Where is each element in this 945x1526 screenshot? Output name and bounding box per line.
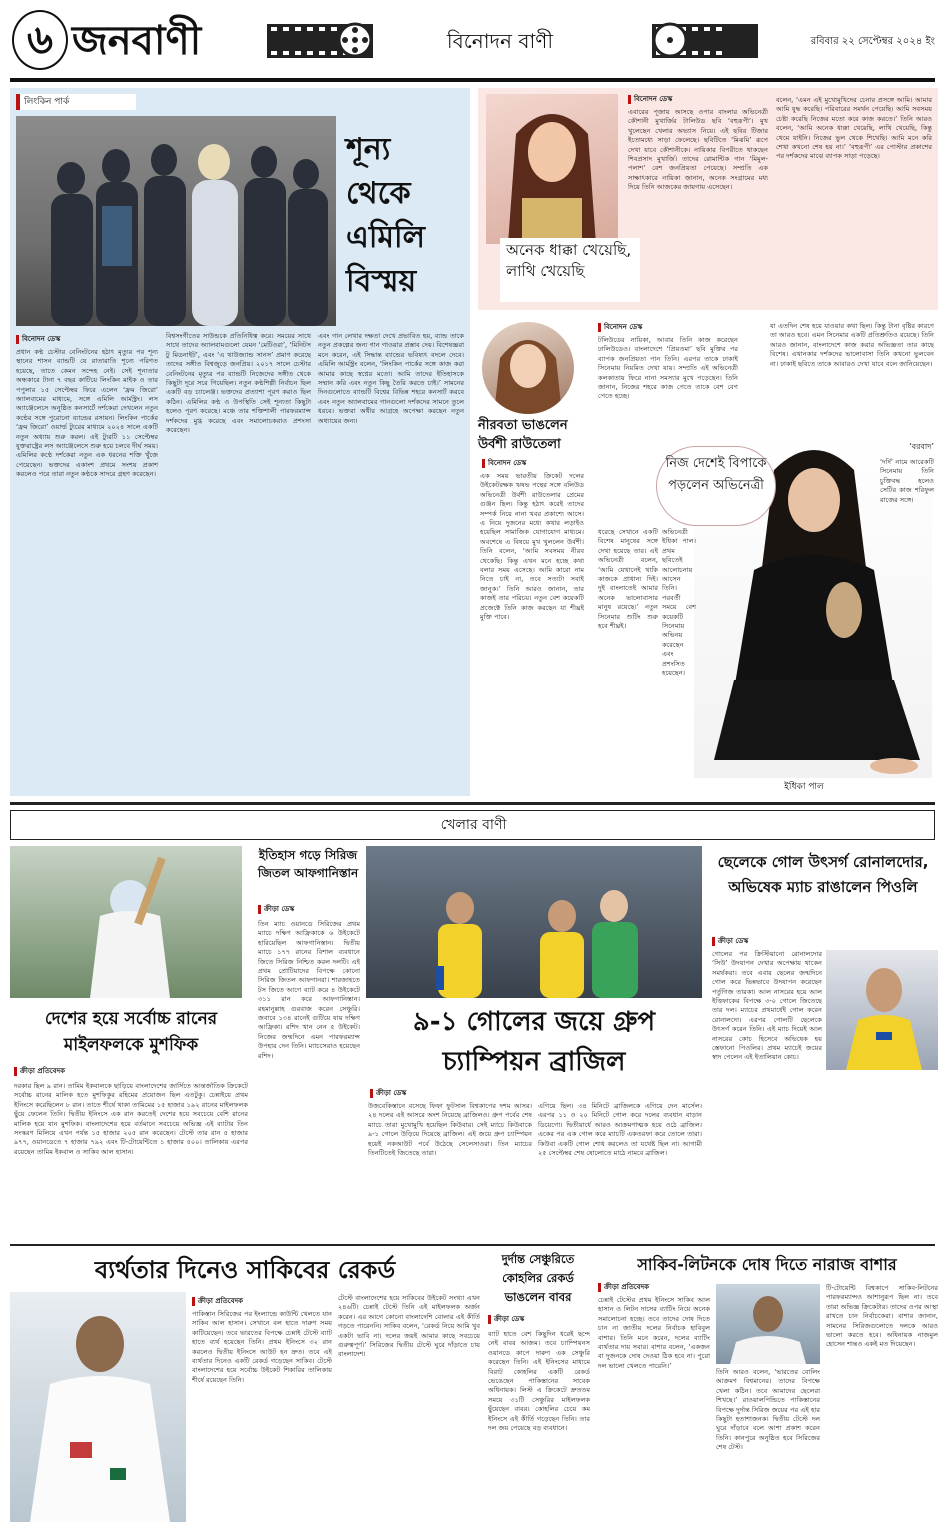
ronaldo-headline: ছেলেকে গোল উৎসর্গ রোনালদোর, অভিষেক ম্যাচ রাঙালেন পিওলি [717,853,929,896]
afghanistan-byline: ক্রীড়া ডেস্ক [258,904,358,916]
babar-body: ব্যাট হাতে বেশ কিছুদিন ধরেই ছন্দে নেই বাবর আজম। তবে চ্যাম্পিয়নস ওয়ানডে কাপে দারুণ এক সেঞ্চুরি করেছেন তিনি। এই ইনিংসের মাধ্যমে বিরাট কোহলির একটি রেকর্ড ভেঙেছেন পাকিস্তানের সাবেক অধিনায়ক। লিস্ট এ ক্রিকেটে দ্রুততম সময়ে ৩১টি সেঞ্চুরির মাইলফলক ছুঁয়েছেন বাবর। কোহলির চেয়ে কম ইনিংসে এই কীর্তি গড়েছেন তিনি। তার দল জয় পেয়েছে বড় ব্যবধানে। [488,1330,590,1433]
ishika-byline: বিনোদন ডেস্ক [598,322,728,334]
kicker-text: লিংকিন পার্ক [24,97,70,107]
film-reel-icon-right [650,14,760,74]
bashar-headline: সাকিব-লিটনকে দোষ দিতে নারাজ বাশার [637,1255,897,1274]
band-photo [16,116,336,326]
koushani-article [478,88,938,310]
ishika-article [594,318,938,796]
shakib-byline: ক্রীড়া প্রতিবেদক [192,1296,322,1308]
koushani-photo [486,94,618,244]
headline-line-1: শূন্য [346,132,391,167]
ronaldo-photo [826,950,938,1070]
ishika-photo-caption: ইধিকা পাল [784,782,824,792]
ronaldo-byline: ক্রীড়া ডেস্ক [712,936,852,948]
bashar-article [596,1248,938,1524]
afghanistan-article [256,846,360,1240]
ishika-headline: নিজ দেশেই বিপাকে পড়লেন অভিনেত্রী [656,446,776,526]
headline-line-2: থেকে [346,176,411,211]
film-reel-icon [265,14,375,74]
headline-line-4: বিস্ময় [346,264,417,299]
afghanistan-body: তিন ম্যাচ ওয়ানডে সিরিজের প্রথম ম্যাচে দক্ষিণ আফ্রিকাকে ৬ উইকেটে হারিয়েছিল আফগানিস্তান। দ্বিতীয় ম্যাচে ১৭৭ রানের বিশাল ব্যবধানে জিতে সিরিজ নিশ্চিত করল দলটি। এই প্রথম প্রোটিয়াদের বিপক্ষে কোনো সিরিজ জিতল আফগানরা। শারজাহতে টস জিতে আগে ব্যাট করে ৪ উইকেটে ৩১১ রান করে আফগানিস্তান। রহমানুল্লাহ গুরবাজ করেন সেঞ্চুরি। জবাবে ১৩৪ রানেই গুটিয়ে যায় দক্ষিণ আফ্রিকা। রশিদ খান নেন ৫ উইকেট। নিজের জন্মদিনে এমন পারফরম্যান্স উপহার দেন তিনি। ম্যাচসেরাও হয়েছেন রশিদ। [258,920,360,1060]
shakib-column-1: পাকিস্তান সিরিজের পর ইংল্যান্ডে কাউন্টি খেলতে যান সাকিব আল হাসান। সেখানে বল হাতে দারুণ সময় কাটিয়েছেন। তবে ভারতের বিপক্ষে চেন্নাই টেস্টে ব্যাট হাতে ব্যর্থ হয়েছেন তিনি। প্রথম ইনিংসে ৩২ রান করলেও দ্বিতীয় ইনিংসে আউট হন দ্রুত। তবে এই ব্যর্থতার দিনেও একটি রেকর্ড গড়েছেন সাকিব। টেস্টে বাংলাদেশের হয়ে সর্বোচ্চ উইকেট শিকারির তালিকায় শীর্ষে রয়েছেন তিনি। [192,1310,332,1384]
ishika-film-tag: ‘বরবাদ’ [909,442,934,451]
masthead-rule [10,78,935,82]
masthead [0,0,945,84]
ishika-column-1: টলিউডের নায়িকা, আবার তিনি কাজ করেছেন ঢালিউডেও। বাংলাদেশে ‘প্রিয়তমা’ ছবি মুক্তির পর ব্যাপক জনপ্রিয়তা পান তিনি। এরপর তাকে ঢাকাই সিনেমায় নিয়মিত দেখা যায়। সম্প্রতি এই অভিনেত্রী কলকাতায় ফিরে নানা সমস্যার মুখে পড়েছেন। তিনি জানান, নিজের শহরে কাজ পেতে তাকে বেশ বেগ পেতে হচ্ছে। [598,336,738,401]
bashar-byline: ক্রীড়া প্রতিবেদক [598,1282,728,1294]
shakib-column-2: টেস্টে বাংলাদেশের হয়ে সাকিবের উইকেট সংখ্যা এখন ২৪৬টি। চেন্নাই টেস্টে তিনি এই মাইলফলক অর্জন করেন। এর আগে কোনো বাংলাদেশি বোলার এই কীর্তি গড়তে পারেননি। সাকিব বলেন, ‘রেকর্ড নিয়ে আমি খুব একটা ভাবি না। দলের জয়ই আমার কাছে সবচেয়ে গুরুত্বপূর্ণ।’ সিরিজের দ্বিতীয় টেস্টে ঘুরে দাঁড়াতে চায় বাংলাদেশ। [338,1294,480,1359]
babar-headline: দুর্দান্ত সেঞ্চুরিতে কোহলির রেকর্ড ভাঙলেন বাবর [501,1252,575,1304]
babar-article [486,1248,590,1524]
publication-date: রবিবার ২২ সেপ্টেম্বর ২০২৪ ইং [810,36,935,47]
page-number: ৬ [26,17,53,63]
bashar-column-2: তিনি আরও বলেন, ‘ভারতের বোলিং আক্রমণ বিশ্বমানের। তাদের বিপক্ষে খেলা কঠিন। তবে আমাদের ছেলেরা শিখছে।’ রাওয়ালপিন্ডিতে পাকিস্তানের বিপক্ষে দুর্দান্ত সিরিজ জয়ের পর এই হার কিছুটা হতাশাজনক। দ্বিতীয় টেস্টে দল ঘুরে দাঁড়াবে বলে আশা প্রকাশ করেন তিনি। কানপুরে অনুষ্ঠিত হবে সিরিজের শেষ টেস্ট। [716,1368,820,1452]
article-headline [346,128,464,328]
bashar-column-3: টি-টোয়েন্টি বিশ্বকাপে সাকিব-লিটনের পারফরম্যান্সও আশানুরূপ ছিল না। তবে তারা অভিজ্ঞ ক্রিকেটার। তাদের ওপর আস্থা রাখতে চান নির্বাচকেরা। বাশার জানান, সামনের সিরিজগুলোতে দলকে আরও ভালো করতে হবে। অধিনায়ক নাজমুল হোসেন শান্তও একই মত দিয়েছেন। [826,1284,938,1349]
ishika-column-4: অভিনেত্রী ইধিকা পাল। প্রথম ছবিতেই আলোচনায় আসেন তিনি। পরবর্তী সময়ে বেশ কয়েকটি সিনেমায় অভিনয় করেছেন এবং প্রশংসিত হয়েছেন। [662,528,696,678]
headline-line-3: এমিলি [346,220,425,255]
urvashi-body: এক সময় ভারতীয় ক্রিকেট দলের উইকেটরক্ষক ঋষভ পন্থের সঙ্গে বলিউড অভিনেত্রী উর্বশী রাউতেলার প্রেমের গুঞ্জন ছিল। কিন্তু হঠাৎ করেই তাদের সম্পর্ক নিয়ে নানা খবর প্রকাশ্যে আসে। এ নিয়ে দুজনের মধ্যে কথার লড়াইও হয়েছিল সামাজিক যোগাযোগ মাধ্যমে। অবশেষে এ বিষয়ে মুখ খুললেন উর্বশী। তিনি বলেন, ‘আমি সবসময় নীরব থেকেছি। কিন্তু এখন মনে হচ্ছে কথা বলার সময় এসেছে। আমি কারো নাম নিতে চাই না, তবে সত্যটা সবাই জানুক।’ তিনি আরও জানান, তার কাজই তার পরিচয়। নতুন বেশ কয়েকটি প্রজেক্টে তিনি কাজ করছেন যা শীঘ্রই মুক্তি পাবে। [480,472,584,622]
brazil-byline: ক্রীড়া ডেস্ক [370,1088,510,1100]
urvashi-photo [482,322,574,414]
sports-section-title: খেলার বাণী [440,817,507,833]
mushfiq-article [10,846,250,1240]
urvashi-headline: নীরবতা ভাঙলেন উর্বশী রাউতেলা [478,418,568,452]
mushfiq-body: দরকার ছিল ৯ রান। তামিম ইকবালকে ছাড়িয়ে বাংলাদেশের জার্সিতে আন্তর্জাতিক ক্রিকেটে সর্বোচ্চ রানের মালিক হতে মুশফিকুর রহিমের প্রয়োজন ছিল এতটুকু। চেন্নাইয়ে প্রথম ইনিংসে করেছিলেন ৮ রান। তাতে শীর্ষে থাকা তামিমের ১৫ হাজার ১৯২ রানের মাইলফলক ছুঁয়ে ফেলেন তিনি। দ্বিতীয় ইনিংসে এক রান করতেই দেশের হয়ে সবচেয়ে বেশি রানের মালিক হয়ে যান মুশফিক। বাংলাদেশের হয়ে বর্তমানে সবচেয়ে অভিজ্ঞ এই ব্যাটার তিন সংস্করণ মিলিয়ে এখন পর্যন্ত ১৫ হাজার ২০৫ রান করেছেন। টেস্টে তার রান ৫ হাজার ৯৭৭, ওয়ানডেতে ৭ হাজার ৭৯২ এবং টি-টোয়েন্টিতে ১ হাজার ৫০০। তালিকায় এরপর রয়েছেন তামিম ইকবাল ও সাকিব আল হাসান। [14,1082,248,1156]
article-column-3: এবং গান লেখার দক্ষতা দেখে প্রভাবিত হয়, ব্যান্ড তাকে নতুন প্রকল্পের জন্য গান গাওয়ার প্রস্তাব দেয়। বিশেষজ্ঞরা মনে করেন, এই সিদ্ধান্ত ব্যান্ডের ভবিষ্যৎ বদলে দেবে। এমিলি আর্মস্ট্রং বলেন, ‘লিংকিন পার্কের সঙ্গে কাজ করা আমার কাছে স্বপ্নের মতো। আমি তাদের ইতিহাসকে সম্মান করি এবং নতুন কিছু তৈরি করতে চাই।’ সামনের দিনগুলোতে ব্যান্ডটি বিশ্বের বিভিন্ন শহরে কনসার্ট করবে এবং নতুন অ্যালবামের গানগুলো দর্শকদের সামনে তুলে ধরবে। ভক্তরা অধীর আগ্রহে অপেক্ষা করছেন নতুন অধ্যায়ের জন্য। [318,332,464,425]
ishika-column-3: ধরেছে সেখানে একটি বিশেষ মানুষের সঙ্গে দেখা হয়েছে তার। এই অভিনেত্রী বলেন, ‘আমি যেখানেই থাকি কাজকে প্রাধান্য দিই। দুই বাংলাতেই আমার অনেক ভালোবাসার মানুষ রয়েছে।’ নতুন সিনেমার শুটিং শুরু হবে শীঘ্রই। [598,528,658,631]
koushani-quote: অনেক ধাক্কা খেয়েছি, লাথি খেয়েছি [500,238,640,302]
brazil-article [366,846,702,1240]
afghanistan-headline: ইতিহাস গড়ে সিরিজ জিতল আফগানিস্তান [257,848,359,880]
sports-top-rule [10,802,935,805]
lower-rule [10,1244,935,1246]
bashar-photo [716,1284,820,1364]
koushani-column-2: বলেন, ‘এমন এই মুখোমুখিদের চেনার প্রসঙ্গে আমি। আমার আমি যুদ্ধ করেছি। পরিবারের সমর্থন পেয়েছি। আমি সবসময় চেষ্টা করেছি নিজের মতো করে কাজ করতে।’ তিনি আরও বলেন, ‘আমি অনেক ধাক্কা খেয়েছি, লাথি খেয়েছি, কিন্তু থেমে যাইনি। নিজের ভুল থেকে শিখেছি। আমি মনে করি শেখা কখনো শেষ হয় না।’ ‘বহুরূপী’ এর পোস্টার প্রকাশের পর দর্শকদের মাঝে ব্যাপক সাড়া পড়েছে। [776,96,932,161]
article-column-1: প্রধান কণ্ঠ চেস্টার বেনিংটনের হঠাৎ মৃত্যুর পর শূন্য স্থানের শাসন ব্যান্ডটি যে রাতারাতি শূন্যে পরিণত হয়েছে, তাতে কেমন সন্দেহ নেই। সেই শূন্যতার অন্ধকারে টানা ৭ বছর কাটিয়ে লিংকিন মাইক ও তার পপুলার ১৫ সেপ্টেম্বর ফিরে এলেন ‘ফ্রম জিরো’ অ্যালবামের মাধ্যমে, সঙ্গে এমিলি আর্মস্ট্রং। লস অ্যাঞ্জেলেসে অনুষ্ঠিত কনসার্টে দর্শকেরা দেখলেন নতুন কণ্ঠের সঙ্গে পুরোনো ব্যান্ডের রসায়ন। লিংকিন পার্কের ‘ফ্রম জিরো’ ওয়ার্ল্ড ট্যুরের মাধ্যমে ২০২৪ সালে একটি নতুন অধ্যায় শুরু করল। এই ট্যুরটি ১১ সেপ্টেম্বর যুক্তরাষ্ট্রের লস অ্যাঞ্জেলেসে শুরু হয়ে চলবে দীর্ঘ সময়। এমিলির কণ্ঠে দর্শকেরা নতুন এক ধরনের শক্তি খুঁজে পেয়েছেন। ভক্তদের একাংশ প্রথমে সংশয় প্রকাশ করলেও পরে তারা নতুন কণ্ঠকে সাদরে গ্রহণ করেছেন। [16,348,158,479]
linkin-park-article [10,88,470,796]
shakib-headline: ব্যর্থতার দিনেও সাকিবের রেকর্ড [94,1256,396,1284]
bashar-column-1: চেন্নাই টেস্টের প্রথম ইনিংসে সাকিব আল হাসান ও লিটন দাসের ব্যাটিং নিয়ে অনেক সমালোচনা হচ্ছে। তবে তাদের দোষ দিতে চান না জাতীয় দলের নির্বাচক হাবিবুল বাশার। তিনি মনে করেন, দলের ব্যাটিং ব্যর্থতার দায় সবার। বাশার বলেন, ‘একজন বা দুজনকে দোষ দেওয়া ঠিক হবে না। পুরো দল ভালো খেলতে পারেনি।’ [598,1296,710,1370]
brazil-headline: ৯-১ গোলের জয়ে গ্রুপ চ্যাম্পিয়ন ব্রাজিল [412,1007,656,1077]
shakib-article [10,1248,480,1524]
babar-byline: ক্রীড়া ডেস্ক [488,1314,588,1326]
sports-section-banner [10,810,935,840]
mushfiq-headline: দেশের হয়ে সর্বোচ্চ রানের মাইলফলকে মুশফিক [44,1009,218,1055]
brazil-column-1: উজবেকিস্তানে বসেছে ফিফা ফুটসাল বিশ্বকাপের দশম আসর। ২৪ দলের এই আসরে অংশ নিয়েছে ব্রাজিলও। গ্রুপ পর্বের শেষ ম্যাচে তারা মুখোমুখি হয়েছিল কিউবার। সেই ম্যাচে কিউবাকে ৯-১ গোলে উড়িয়ে দিয়েছে ব্রাজিল। এই জয়ে গ্রুপ চ্যাম্পিয়ন হয়েই নকআউট পর্বে উঠেছে সেলেসাওরা। তিন ম্যাচের তিনটিতেই জিতেছে তারা। [368,1102,532,1158]
newspaper-logo: জনবাণী [72,18,202,64]
section-title: বিনোদন বাণী [446,29,554,53]
article-byline: বিনোদন ডেস্ক [16,334,156,346]
ishika-column-2: যা এতদিন শেষ হয়ে যাওয়ার কথা ছিল। কিন্তু টানা বৃষ্টির কারণে তা আরও হবে। এমন সিনেমার একটি প্রতিশ্রুতিও রয়েছে। তিনি আরও জানান, বাংলাদেশে কাজ করার অভিজ্ঞতা তার কাছে বিশেষ। এখানকার দর্শকদের ভালোবাসা তিনি কখনো ভুলবেন না। ঢাকাই ছবিতে তাকে আবারও দেখা যাবে বলে জানিয়েছেন। [770,322,934,368]
koushani-column-1: এবারের পূজায় আসছে ওপার বাংলার অভিনেত্রী কৌশানী মুখার্জির টালিউড ছবি ‘বহুরূপী’। মুখ খুলেছেন খেলার অভ্যাস নিয়ে। এই ছবির টিজার ইতোমধ্যে সাড়া ফেলেছে। ছবিটিতে ‘মিঝমি’ রূপে দেখা যাবে কৌশানীকে। নায়িকার বিপরীতে থাকছেন শিবপ্রসাদ মুখার্জি। তাদের রোমান্টিক গান ‘মিমুল-পলাশ’ বেশ জনপ্রিয়তা পেয়েছে। সম্প্রতি এক সাক্ষাৎকারে নায়িকা জানান, অনেক সংগ্রামের মধ্য দিয়ে তিনি আজকের জায়গায় এসেছেন। [628,108,768,192]
article-column-2: বিশ্বসংগীতের সাউন্ডকে প্রতিনিধিত্ব করে। সময়ের সাথে সাথে তাদের অ্যালবামগুলো যেমন ‘মেটিওরা’, ‘মিনিটস টু মিডনাইট’, এবং ‘এ থাউজ্যান্ড সানস’ প্রমাণ করেছে তাদের সঙ্গীত বিশ্বজুড়ে জনপ্রিয়। ২০১৭ সালে চেস্টার বেনিংটনের মৃত্যুর পর ব্যান্ডটি নিজেদের সঙ্গীত থেকে কিছুটা দূরে সরে গিয়েছিল। নতুন কণ্ঠশিল্পী নির্বাচন ছিল একটি বড় চ্যালেঞ্জ। ভক্তদের প্রত্যাশা পূরণ করাও ছিল কঠিন। এমিলির কণ্ঠ ও উপস্থিতি সেই শূন্যতা কিছুটা হলেও পূরণ করেছে। মঞ্চে তার শক্তিশালী পারফরম্যান্স দর্শকদের মুগ্ধ করেছে এবং সমালোচকরাও প্রশংসা করেছেন। [166,332,311,435]
mushfiq-photo [10,846,242,998]
koushani-byline: বিনোদন ডেস্ক [628,94,758,106]
shakib-photo [10,1292,186,1522]
mushfiq-byline: ক্রীড়া প্রতিবেদক [14,1066,154,1078]
ishika-side-note: ‘দর্দি’ নামে আরেকটি সিনেমায় তিনি চুক্তিবদ্ধ হলেও সেটির কাজ শরিফুল রাজের সঙ্গে। [880,458,934,504]
ronaldo-article [708,846,938,1240]
urvashi-byline: বিনোদন ডেস্ক [482,458,582,470]
brazil-photo [366,846,702,998]
urvashi-article [478,318,586,796]
ronaldo-body-left: গোলের পর ক্রিস্টিয়ানো রোনালদোর ‘সিউ’ উদযাপন দেখার অপেক্ষায় থাকেন সমর্থকরা। তবে এবার ছেলের জন্মদিনে গোল করে ভিন্নভাবে উদযাপন করেছেন পর্তুগিজ তারকা। আল নাসরের হয়ে আল ইত্তিফাকের বিপক্ষে ৩-০ গোলে জিতেছে তার দল। ম্যাচের প্রথমার্ধেই গোল করেন রোনালদো। এরপর গোলটি ছেলেকে উৎসর্গ করেন তিনি। এই ম্যাচ দিয়েই আল নাসরের কোচ হিসেবে অভিষেক হয় স্তেফানো পিওলির। প্রথম ম্যাচেই জয়ের স্বাদ পেলেন এই ইতালিয়ান কোচ। [712,950,822,1062]
brazil-column-2: এগিয়ে ছিল। ৩৪ মিনিটে ব্রাজিলকে এগিয়ে দেন মার্সেল। এরপর ১১ ও ২০ মিনিটে গোল করে দলের ব্যবধান বাড়ান ডিয়েগো। দ্বিতীয়ার্ধে আরও আক্রমণাত্মক হয়ে ওঠে ব্রাজিল। একের পর এক গোল করে ম্যাচটি একতরফা করে তোলে তারা। কিউবা একটি গোল শোধ করলেও তা যথেষ্ট ছিল না। আগামী ২৫ সেপ্টেম্বর শেষ ষোলোতে মাঠে নামবে ব্রাজিল। [538,1102,702,1158]
